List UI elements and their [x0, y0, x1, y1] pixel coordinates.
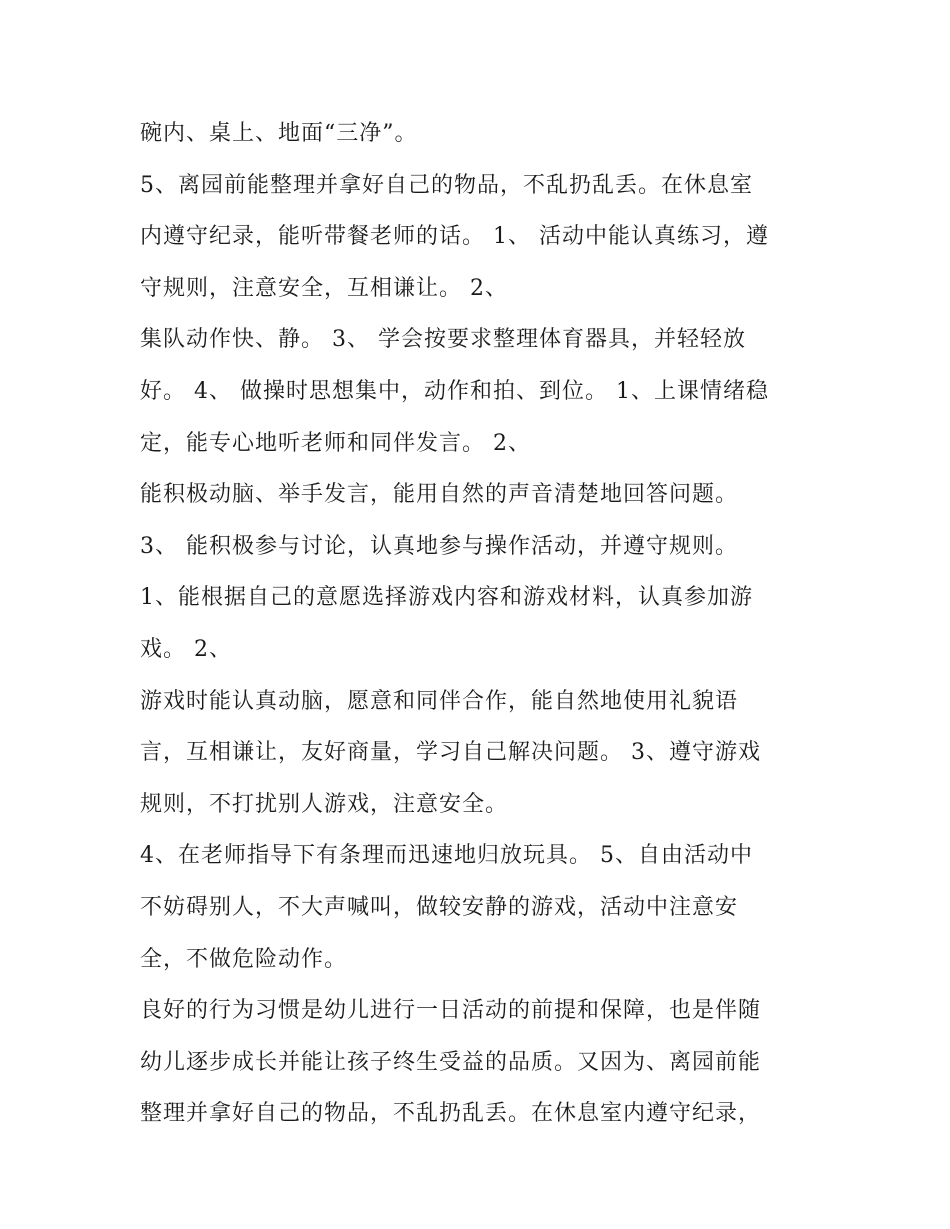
text-line: 定，能专心地听老师和同伴发言。 2、	[140, 430, 531, 456]
text-line: 幼儿逐步成长并能让孩子终生受益的品质。又因为、离园前能	[140, 1049, 762, 1075]
text-line: 戏。 2、	[140, 636, 232, 662]
text-line: 5、离园前能整理并拿好自己的物品，不乱扔乱丢。在休息室	[140, 172, 753, 198]
text-line: 能积极动脑、举手发言，能用自然的声音清楚地回答问题。	[140, 482, 739, 508]
text-line: 集队动作快、静。 3、 学会按要求整理体育器具，并轻轻放	[140, 327, 746, 353]
text-line: 言，互相谦让，友好商量，学习自己解决问题。 3、遵守游戏	[140, 740, 761, 766]
text-line: 4、在老师指导下有条理而迅速地归放玩具。 5、自由活动中	[140, 843, 753, 869]
text-line: 全，不做危险动作。	[140, 946, 348, 972]
text-line: 良好的行为习惯是幼儿进行一日活动的前提和保障，也是伴随	[140, 998, 762, 1024]
text-line: 规则，不打扰别人游戏，注意安全。	[140, 791, 509, 817]
text-line: 游戏时能认真动脑，愿意和同伴合作，能自然地使用礼貌语	[140, 688, 739, 714]
text-line: 不妨碍别人，不大声喊叫，做较安静的游戏，活动中注意安	[140, 894, 739, 920]
text-line: 3、 能积极参与讨论，认真地参与操作活动，并遵守规则。	[140, 533, 738, 559]
text-line: 好。 4、 做操时思想集中，动作和拍、到位。 1、上课情绪稳	[140, 378, 769, 404]
text-line: 整理并拿好自己的物品，不乱扔乱丢。在休息室内遵守纪录，	[140, 1101, 762, 1127]
text-line: 守规则，注意安全，互相谦让。 2、	[140, 275, 508, 301]
text-line: 内遵守纪录，能听带餐老师的话。 1、 活动中能认真练习，遵	[140, 224, 769, 250]
text-line: 1、能根据自己的意愿选择游戏内容和游戏材料，认真参加游	[140, 585, 753, 611]
text-line: 碗内、桌上、地面“三净”。	[140, 121, 418, 146]
body-text	[140, 108, 820, 1140]
